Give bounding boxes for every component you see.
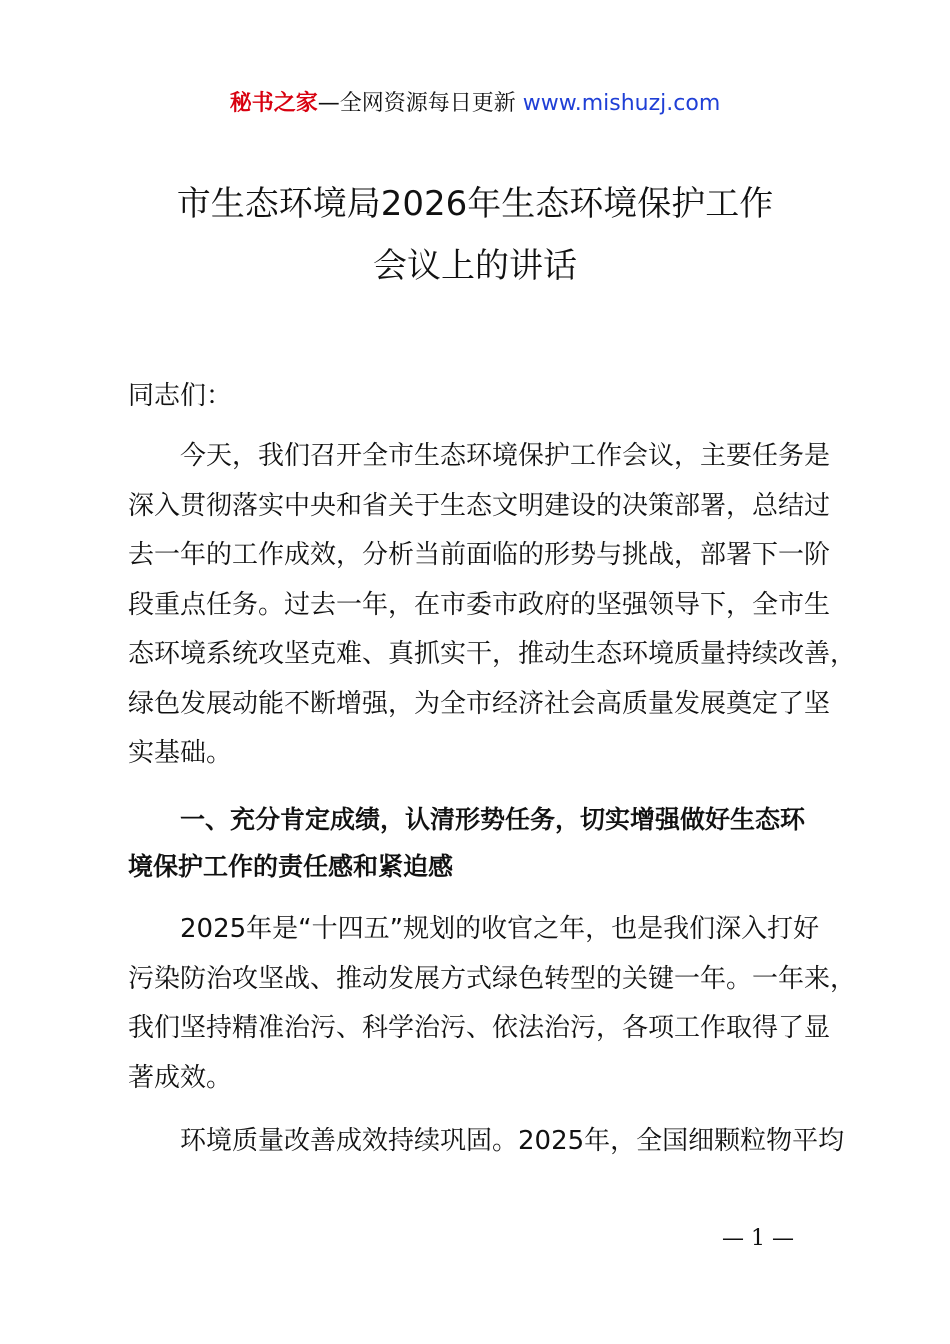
heading-line: 境保护工作的责任感和紧迫感 [128,852,454,881]
document-title-line-1: 市生态环境局2026年生态环境保护工作 [176,184,774,224]
text-line: 今天，我们召开全市生态环境保护工作会议，主要任务是 [180,441,831,471]
text-line: 去一年的工作成效，分析当前面临的形势与挑战，部署下一阶 [128,540,831,570]
text-line: 环境质量改善成效持续巩固。2025年，全国细颗粒物平均 [180,1126,845,1156]
intro-paragraph [128,432,857,779]
site-header [0,86,950,122]
text-line: 态环境系统攻坚克难、真抓实干，推动生态环境质量持续改善， [128,639,857,669]
page-number: — 1 — [722,1226,794,1251]
site-url-link[interactable]: www.mishuzj.com [522,91,721,116]
section1-paragraph-1 [128,905,857,1103]
heading-line: 一、充分肯定成绩，认清形势任务，切实增强做好生态环 [180,805,806,834]
text-line: 著成效。 [128,1062,233,1093]
document-title-line-2: 会议上的讲话 [373,246,577,286]
section1-paragraph-2 [128,1117,845,1167]
text-line: 污染防治攻坚战、推动发展方式绿色转型的关键一年。一年来， [128,963,857,994]
section-heading-1 [128,796,828,890]
text-line: 2025年是“十四五”规划的收官之年，也是我们深入打好 [180,914,820,944]
text-line: 我们坚持精准治污、科学治污、依法治污，各项工作取得了显 [128,1013,831,1043]
salutation [128,372,828,422]
salutation-text: 同志们： [128,381,233,411]
site-brand: 秘书之家 [229,91,318,116]
text-line: 段重点任务。过去一年，在市委市政府的坚强领导下，全市生 [128,589,831,620]
site-tagline: —全网资源每日更新 [317,91,516,116]
text-line: 绿色发展动能不断增强，为全市经济社会高质量发展奠定了坚 [128,688,831,719]
text-line: 深入贯彻落实中央和省关于生态文明建设的决策部署，总结过 [128,490,831,521]
text-line: 实基础。 [128,738,233,768]
